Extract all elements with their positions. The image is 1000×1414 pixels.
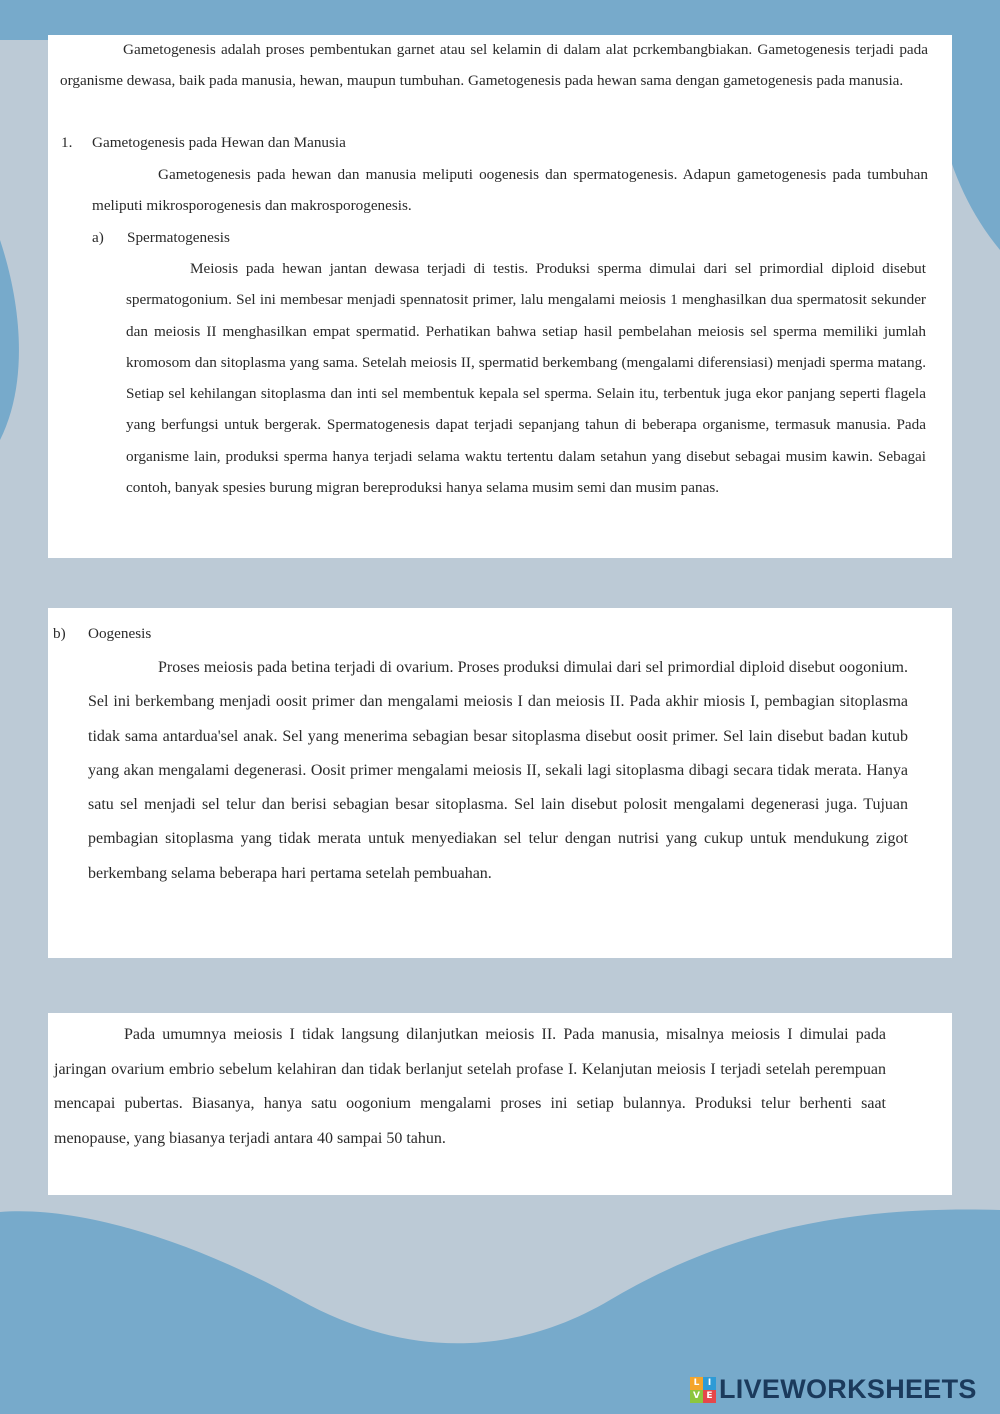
subsection-b-title: Oogenesis: [88, 625, 152, 642]
subsection-a-label: a): [92, 229, 104, 246]
subsection-b-label: b): [53, 625, 66, 642]
meiosis-note-paragraph: Pada umumnya meiosis I tidak langsung dilanjutkan meiosis II. Pada manusia, misalnya meiosis I dimulai pada jaringan ovarium embrio sebelum kelahiran dan tidak berlanjut setelah profase I. Kelanjutan meiosis I terjadi setelah perempuan mencapai pubertas. Biasanya, hanya satu oogonium mengalami proses ini setiap bulannya. Produksi telur berhenti saat menopause, yang biasanya terjadi antara 40 sampai 50 tahun.: [54, 1026, 886, 1147]
intro-paragraph: Gametogenesis adalah proses pembentukan garnet atau sel kelamin di dalam alat pcrkembangbiakan. Gametogenesis terjadi pada organisme dewasa, baik pada manusia, hewan, maupun tumbuhan. Gametogenesis pada hewan sama dengan gametogenesis pada manusia.: [60, 41, 928, 90]
subsection-a-title: Spermatogenesis: [127, 229, 230, 246]
meiosis-note-panel: [48, 1013, 952, 1195]
logo-letter: E: [703, 1390, 716, 1403]
subsection-a-heading: [92, 222, 912, 253]
logo-letter: L: [690, 1377, 703, 1390]
logo-letter: I: [703, 1377, 716, 1390]
logo-mark-icon: [690, 1377, 716, 1403]
heading-paragraph: Gametogenesis pada hewan dan manusia meliputi oogenesis dan spermatogenesis. Adapun gametogenesis pada tumbuhan meliputi mikrosporogenesis dan makrosporogenesis.: [92, 166, 928, 215]
section-heading: [61, 127, 921, 158]
liveworksheets-logo: [690, 1374, 977, 1405]
section-number: 1.: [61, 134, 73, 151]
logo-letter: V: [690, 1390, 703, 1403]
left-wave: [0, 240, 19, 440]
logo-wordmark: LIVEWORKSHEETS: [719, 1374, 977, 1404]
oogenesis-panel: [48, 608, 952, 958]
subsection-b-heading: [53, 618, 913, 649]
spermatogenesis-panel: [48, 35, 952, 558]
oogenesis-paragraph: Proses meiosis pada betina terjadi di ovarium. Proses produksi dimulai dari sel primordial diploid disebut oogonium. Sel ini berkembang menjadi oosit primer dan mengalami meiosis I dan meiosis II. Pada akhir miosis I, pembagian sitoplasma tidak sama antardua'sel anak. Sel yang menerima sebagian besar sitoplasma disebut oosit primer. Sel lain disebut badan kutub yang akan mengalami degenerasi. Oosit primer mengalami meiosis II, sekali lagi sitoplasma dibagi secara tidak merata. Hanya satu sel menjadi sel telur dan berisi sebagian besar sitoplasma. Sel lain disebut polosit mengalami degenerasi juga. Tujuan pembagian sitoplasma yang tidak merata untuk menyediakan sel telur dengan nutrisi yang cukup untuk mendukung zigot berkembang selama beberapa hari pertama setelah pembuahan.: [88, 659, 908, 882]
spermatogenesis-paragraph: Meiosis pada hewan jantan dewasa terjadi di testis. Produksi sperma dimulai dari sel primordial diploid disebut spermatogonium. Sel ini membesar menjadi spennatosit primer, lalu mengalami meiosis 1 menghasilkan dua spermatosit sekunder dan meiosis II menghasilkan empat spermatid. Perhatikan bahwa setiap hasil pembelahan meiosis sel sperma memiliki jumlah kromosom dan sitoplasma yang sama. Setelah meiosis II, spermatid berkembang (mengalami diferensiasi) menjadi sperma matang. Setiap sel kehilangan sitoplasma dan inti sel membentuk kepala sel sperma. Selain itu, terbentuk juga ekor panjang seperti flagela yang berfungsi untuk bergerak. Spermatogenesis dapat terjadi sepanjang tahun di beberapa organisme, termasuk manusia. Pada organisme lain, produksi sperma hanya terjadi selama waktu tertentu dalam setahun yang disebut sebagai musim kawin. Sebagai contoh, banyak spesies burung migran bereproduksi hanya selama musim semi dan musim panas.: [126, 260, 926, 497]
section-heading-text: Gametogenesis pada Hewan dan Manusia: [92, 134, 346, 151]
